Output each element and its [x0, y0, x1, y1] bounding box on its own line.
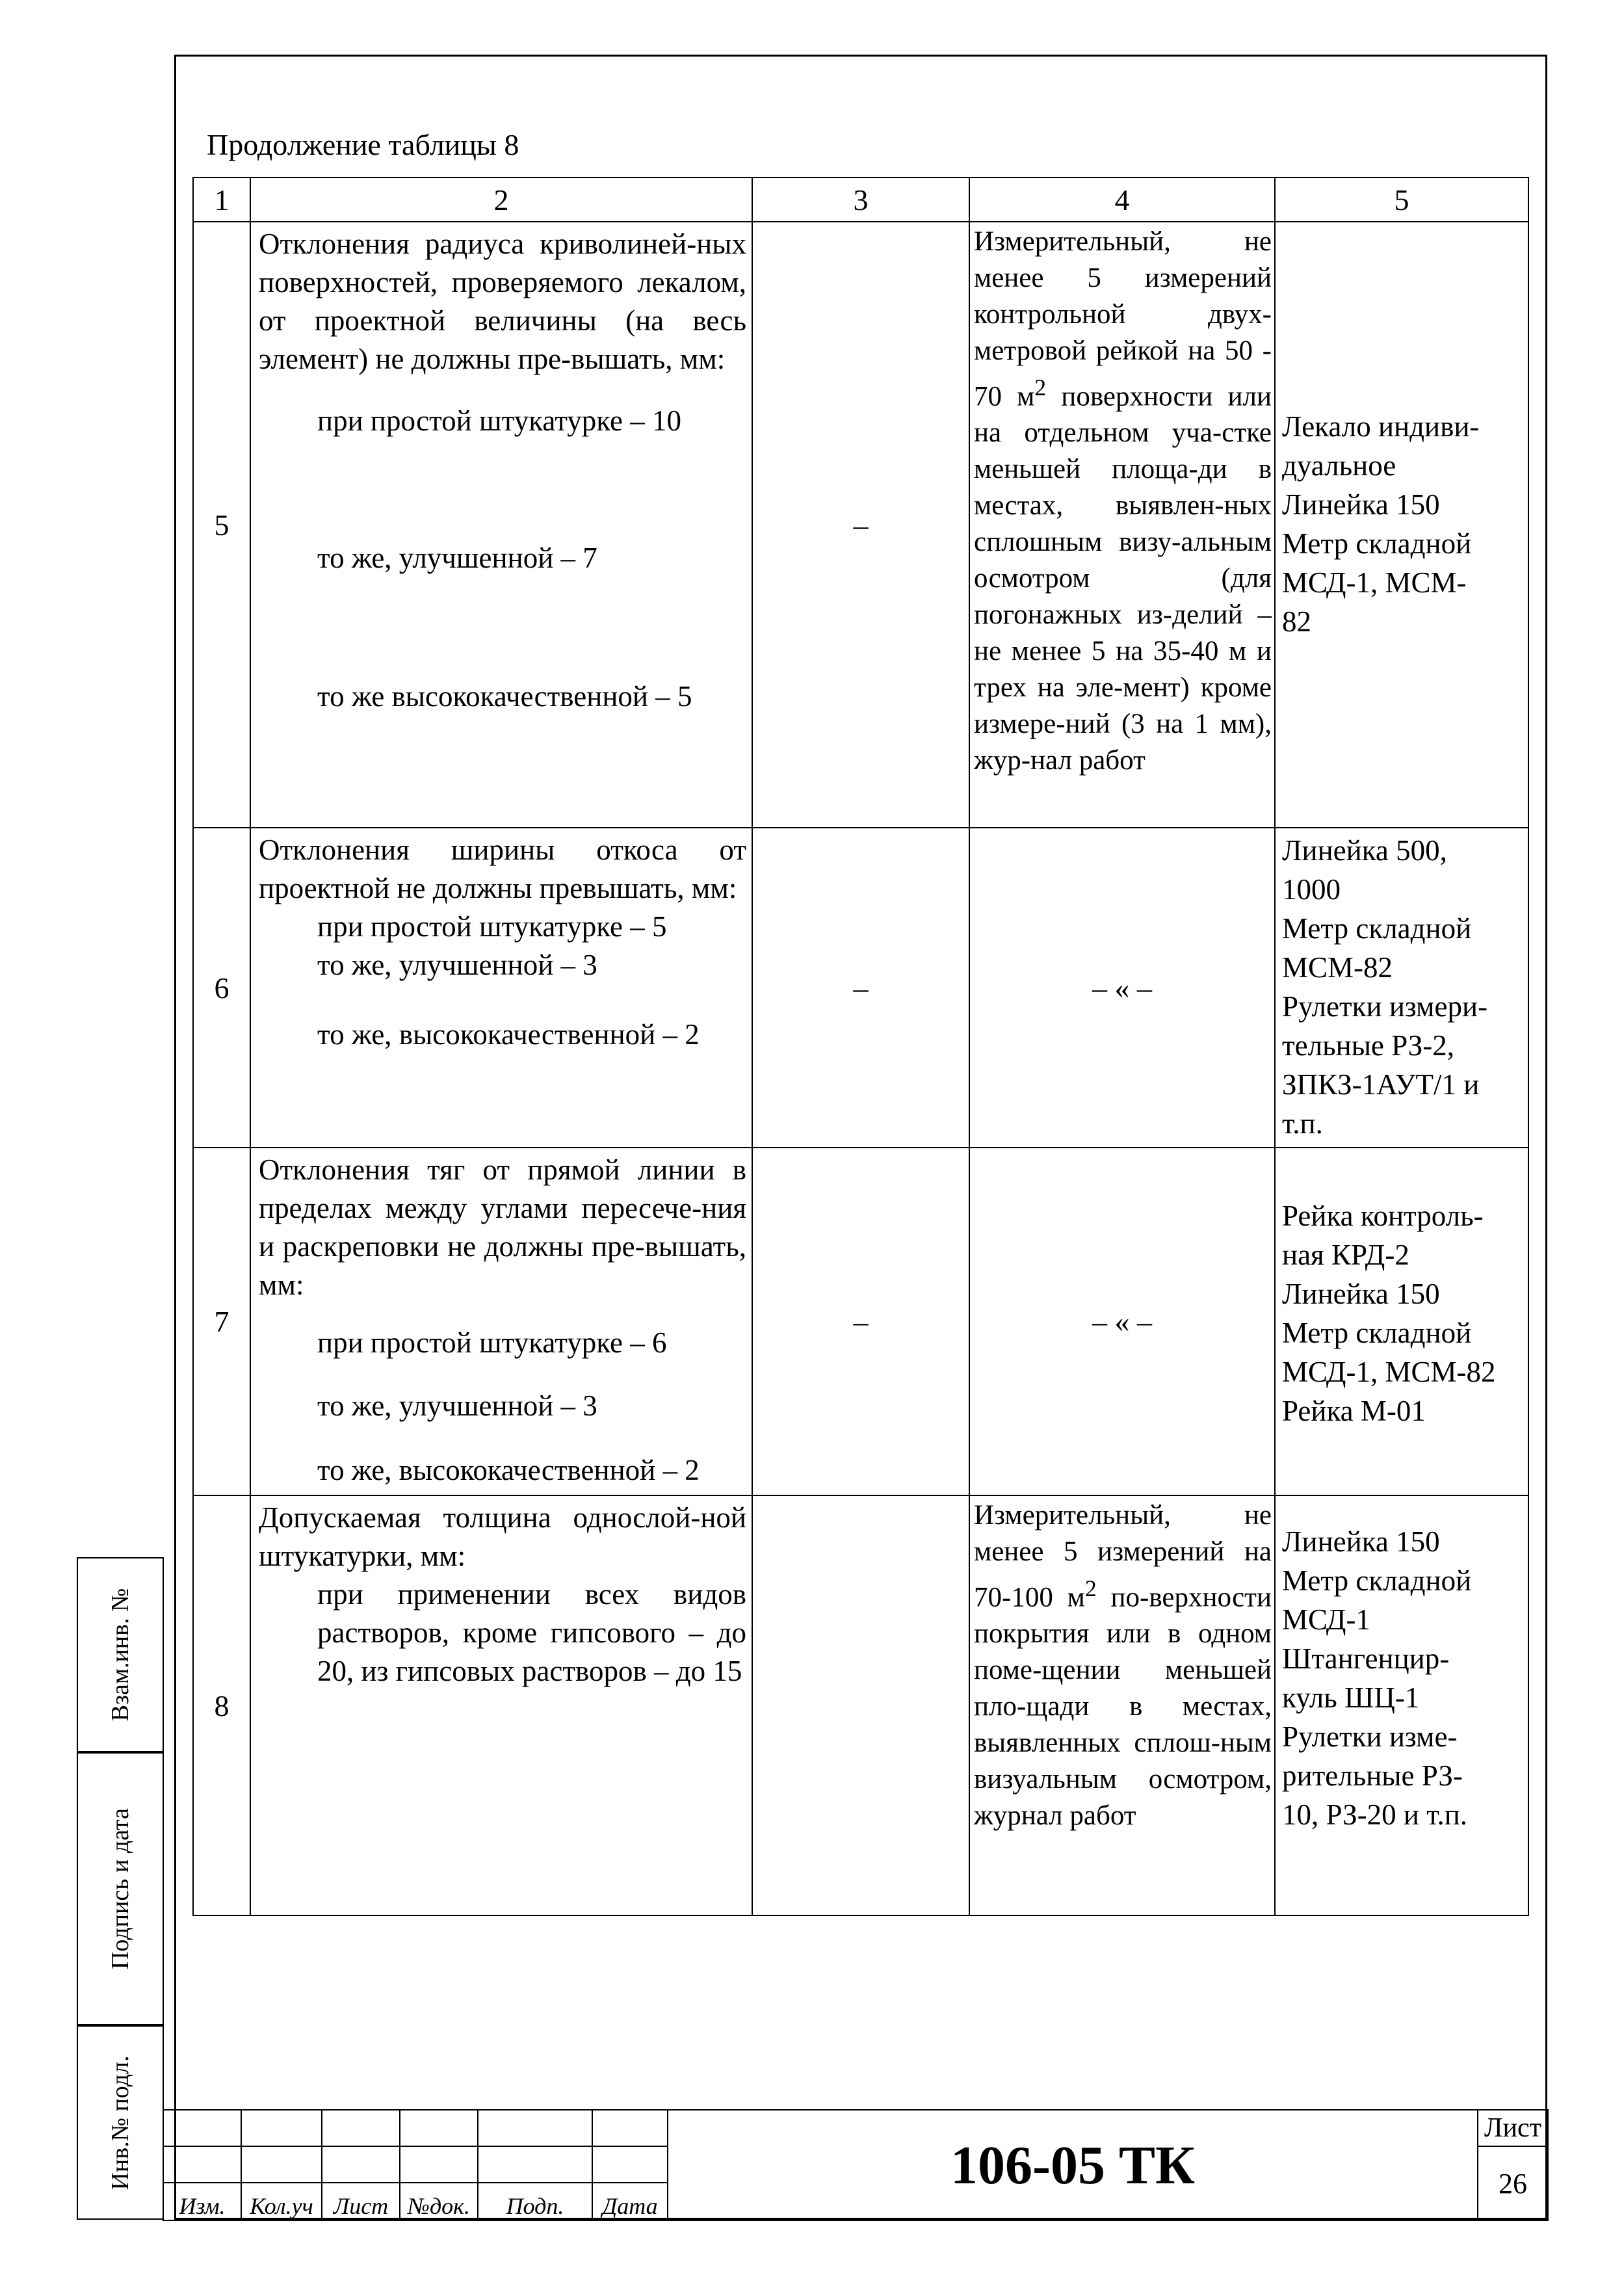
stamp-label-ndok: №док.: [400, 2183, 478, 2220]
method-text: Измерительный, не менее 5 измерений на 70-100 м: [974, 1500, 1272, 1613]
stamp-label-data: Дата: [592, 2183, 668, 2220]
stamp-label-kolvo: Кол.уч: [241, 2183, 322, 2220]
tolerance-item: то же, высококачественной – 2: [317, 1018, 700, 1051]
inspection-table: [192, 177, 1529, 1916]
superscript: 2: [1034, 375, 1047, 401]
row-number: 7: [193, 1148, 250, 1495]
tool-line: Рулетки измери-: [1282, 990, 1488, 1023]
col3-cell: –: [752, 222, 969, 828]
tool-line: 82: [1282, 605, 1311, 638]
method-text-cont: или на отдельном уча-стке меньшей площа-ди в местах, выявлен-ных сплошным визу-альным осмотром (для погонажных из-делий – не менее 5 на 35-40 м и трех на эле-мент) кроме измере-ний (3 на 1 мм), жур-нал работ: [974, 381, 1272, 776]
requirement-cell: [250, 1495, 752, 1915]
title-block: [163, 2109, 1549, 2221]
document-code: 106-05 ТК: [668, 2110, 1478, 2220]
header-col-5: 5: [1275, 178, 1528, 222]
superscript: 2: [1084, 1575, 1097, 1601]
tool-line: МСД-1, МСМ-: [1282, 566, 1467, 599]
method-text: Измерительный, не менее 5 измерений контрольной двух-метровой рейкой на: [974, 226, 1272, 366]
requirement-cell: [250, 828, 752, 1148]
control-method-cell: [969, 222, 1275, 828]
tool-line: МСД-1: [1282, 1603, 1370, 1636]
tool-line: ная КРД-2: [1282, 1239, 1409, 1271]
tool-line: Метр складной: [1282, 1564, 1472, 1597]
header-col-4: 4: [969, 178, 1275, 222]
side-label-podpis: Подпись и дата: [107, 1808, 134, 1970]
tool-line: Линейка 500,: [1282, 834, 1447, 867]
tool-line: Линейка 150: [1282, 488, 1440, 521]
requirement-text: Допускаемая толщина однослой-ной штукатурки, мм:: [259, 1501, 746, 1572]
sheet-label: Лист: [1478, 2110, 1548, 2146]
col3-cell: –: [752, 828, 969, 1148]
method-area-tail: поверхности: [1046, 381, 1213, 412]
tool-line: рительные РЗ-: [1282, 1759, 1463, 1792]
table-row: [193, 1495, 1528, 1915]
tolerance-item: то же, улучшенной – 7: [317, 542, 597, 574]
header-col-1: 1: [193, 178, 250, 222]
tool-line: дуальное: [1282, 449, 1396, 482]
tool-line: Рейка М-01: [1282, 1395, 1426, 1427]
tool-line: Рулетки изме-: [1282, 1720, 1458, 1753]
table-row: [193, 828, 1528, 1148]
side-field-inv: [77, 2025, 164, 2220]
tools-cell: [1275, 1148, 1528, 1495]
stamp-label-list: Лист: [322, 2183, 400, 2220]
col3-cell: [752, 1495, 969, 1915]
control-method-cell: – « –: [969, 828, 1275, 1148]
tolerance-item: то же высококачественной – 5: [317, 680, 692, 713]
stamp-label-podp: Подп.: [478, 2183, 592, 2220]
tool-line: Метр складной: [1282, 1317, 1472, 1349]
header-col-2: 2: [250, 178, 752, 222]
requirement-text: Отклонения тяг от прямой линии в пределах между углами пересече-ния и раскреповки не должны пре-вышать, мм:: [259, 1153, 746, 1301]
side-label-inv: Инв.№ подл.: [107, 2055, 134, 2190]
method-text-cont: по-верхности покрытия или в одном поме-щении меньшей пло-щади в местах, выявленных сплош-ным визуальным осмотром, журнал работ: [974, 1582, 1272, 1832]
table-header-row: [193, 178, 1528, 222]
tools-cell: [1275, 1495, 1528, 1915]
row-number: 5: [193, 222, 250, 828]
tool-line: т.п.: [1282, 1107, 1323, 1140]
table-caption: Продолжение таблицы 8: [207, 128, 519, 161]
tool-line: куль ШЦ-1: [1282, 1681, 1420, 1714]
tool-line: Метр складной: [1282, 912, 1472, 945]
tools-cell: [1275, 828, 1528, 1148]
tolerance-item: то же, улучшенной – 3: [317, 1389, 597, 1422]
table-row: [193, 222, 1528, 828]
tolerance-item: то же, улучшенной – 3: [317, 949, 597, 981]
side-field-vzam: [77, 1557, 164, 1752]
tool-line: Лекало индиви-: [1282, 410, 1480, 443]
control-method-cell: [969, 1495, 1275, 1915]
table-row: [193, 1148, 1528, 1495]
row-number: 6: [193, 828, 250, 1148]
tolerance-item: при простой штукатурке – 5: [317, 910, 667, 943]
col3-cell: –: [752, 1148, 969, 1495]
requirement-cell: [250, 1148, 752, 1495]
stamp-label-izm: Изм.: [163, 2183, 241, 2220]
control-method-cell: – « –: [969, 1148, 1275, 1495]
sheet-number: 26: [1478, 2146, 1548, 2220]
tolerance-item: при простой штукатурке – 10: [317, 404, 681, 437]
tool-line: 1000: [1282, 873, 1341, 906]
requirement-cell: [250, 222, 752, 828]
tolerance-item: при применении всех видов растворов, кроме гипсового – до 20, из гипсовых растворов – до 15: [317, 1578, 746, 1687]
tool-line: МСМ-82: [1282, 951, 1393, 984]
tool-line: тельные РЗ-2,: [1282, 1029, 1455, 1062]
tool-line: Штангенцир-: [1282, 1642, 1450, 1675]
tool-line: Рейка контроль-: [1282, 1200, 1484, 1232]
tool-line: ЗПКЗ-1АУТ/1 и: [1282, 1068, 1480, 1101]
tool-line: 10, РЗ-20 и т.п.: [1282, 1798, 1468, 1831]
tolerance-item: то же, высококачественной – 2: [317, 1454, 700, 1486]
tolerance-item: при простой штукатурке – 6: [317, 1326, 667, 1359]
requirement-text: Отклонения радиуса криволиней-ных поверхностей, проверяемого лекалом, от проектной величины (на весь элемент) не должны пре-вышать, мм:: [259, 228, 746, 375]
side-field-podpis: [77, 1752, 164, 2025]
row-number: 8: [193, 1495, 250, 1915]
tool-line: Линейка 150: [1282, 1525, 1440, 1558]
tools-cell: [1275, 222, 1528, 828]
tool-line: Линейка 150: [1282, 1278, 1440, 1310]
tool-line: МСД-1, МСМ-82: [1282, 1356, 1496, 1388]
requirement-text: Отклонения ширины откоса от проектной не должны превышать, мм:: [259, 834, 746, 904]
method-area: 50 - 70 м: [974, 335, 1272, 412]
tool-line: Метр складной: [1282, 527, 1472, 560]
side-label-vzam: Взам.инв. №: [107, 1588, 134, 1722]
header-col-3: 3: [752, 178, 969, 222]
